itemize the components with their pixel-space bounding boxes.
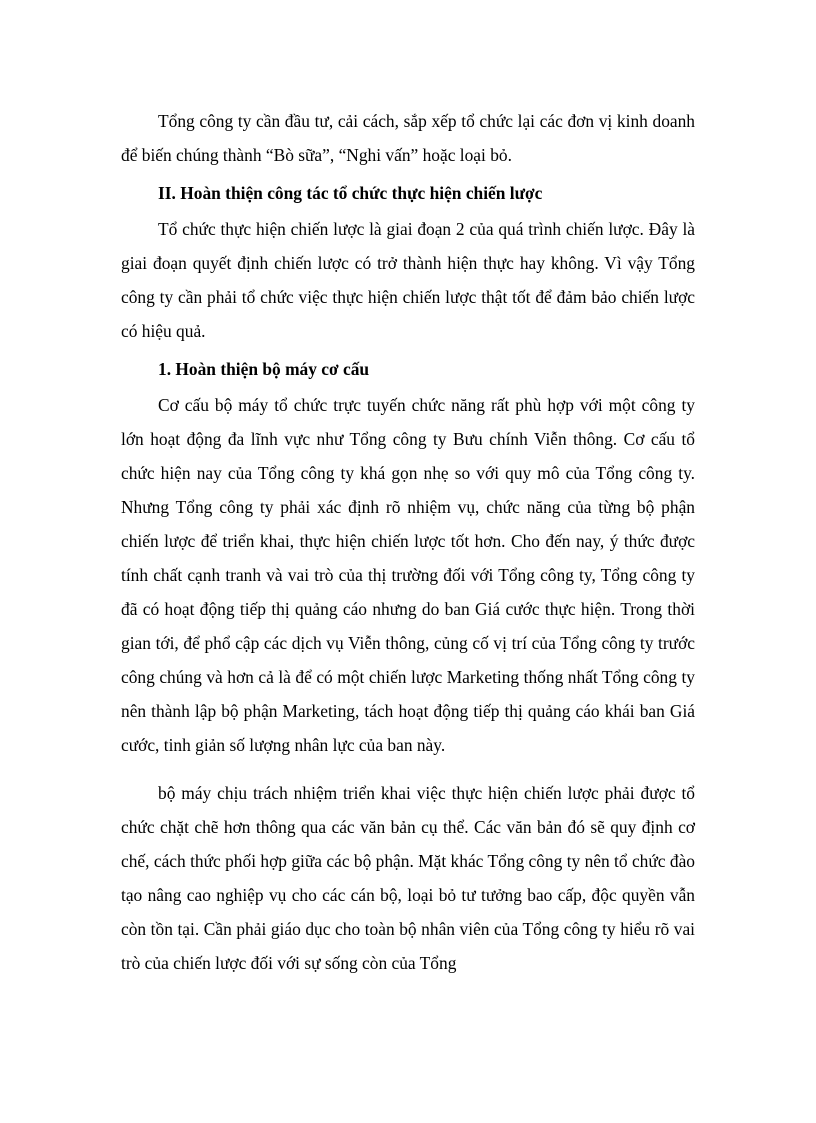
paragraph-apparatus-responsibility: bộ máy chịu trách nhiệm triển khai việc thực hiện chiến lược phải được tổ chức chặt chẽ hơn thông qua các văn bản cụ thể. Các văn bản đó sẽ quy định cơ chế, cách thức phối hợp giữa các bộ phận. Mặt khác Tổng công ty nên tổ chức đào tạo nâng cao nghiệp vụ cho các cán bộ, loại bỏ tư tưởng bao cấp, độc quyền vẫn còn tồn tại. Cần phải giáo dục cho toàn bộ nhân viên của Tổng công ty hiểu rõ vai trò của chiến lược đối với sự sống còn của Tổng [121,783,695,973]
subsection-heading-1: 1. Hoàn thiện bộ máy cơ cấu [158,359,370,379]
document-page [121,104,695,980]
paragraph-intro: Tổng công ty cần đầu tư, cải cách, sắp xếp tổ chức lại các đơn vị kinh doanh để biến chúng thành “Bò sữa”, “Nghi vấn” hoặc loại bỏ. [121,111,695,165]
section-heading-ii: II. Hoàn thiện công tác tổ chức thực hiện chiến lược [158,183,543,203]
paragraph-strategy-implementation: Tổ chức thực hiện chiến lược là giai đoạn 2 của quá trình chiến lược. Đây là giai đoạn quyết định chiến lược có trở thành hiện thực hay không. Vì vậy Tổng công ty cần phải tổ chức việc thực hiện chiến lược thật tốt để đảm bảo chiến lược có hiệu quả. [121,219,695,341]
paragraph-organization-structure: Cơ cấu bộ máy tổ chức trực tuyến chức năng rất phù hợp với một công ty lớn hoạt động đa lĩnh vực như Tổng công ty Bưu chính Viễn thông. Cơ cấu tổ chức hiện nay của Tổng công ty khá gọn nhẹ so với quy mô của Tổng công ty. Nhưng Tổng công ty phải xác định rõ nhiệm vụ, chức năng của từng bộ phận chiến lược để triển khai, thực hiện chiến lược tốt hơn. Cho đến nay, ý thức được tính chất cạnh tranh và vai trò của thị trường đối với Tổng công ty, Tổng công ty đã có hoạt động tiếp thị quảng cáo nhưng do ban Giá cước thực hiện. Trong thời gian tới, để phổ cập các dịch vụ Viễn thông, củng cố vị trí của Tổng công ty trước công chúng và hơn cả là để có một chiến lược Marketing thống nhất Tổng công ty nên thành lập bộ phận Marketing, tách hoạt động tiếp thị quảng cáo khái ban Giá cước, tinh giản số lượng nhân lực của ban này. [121,395,695,755]
